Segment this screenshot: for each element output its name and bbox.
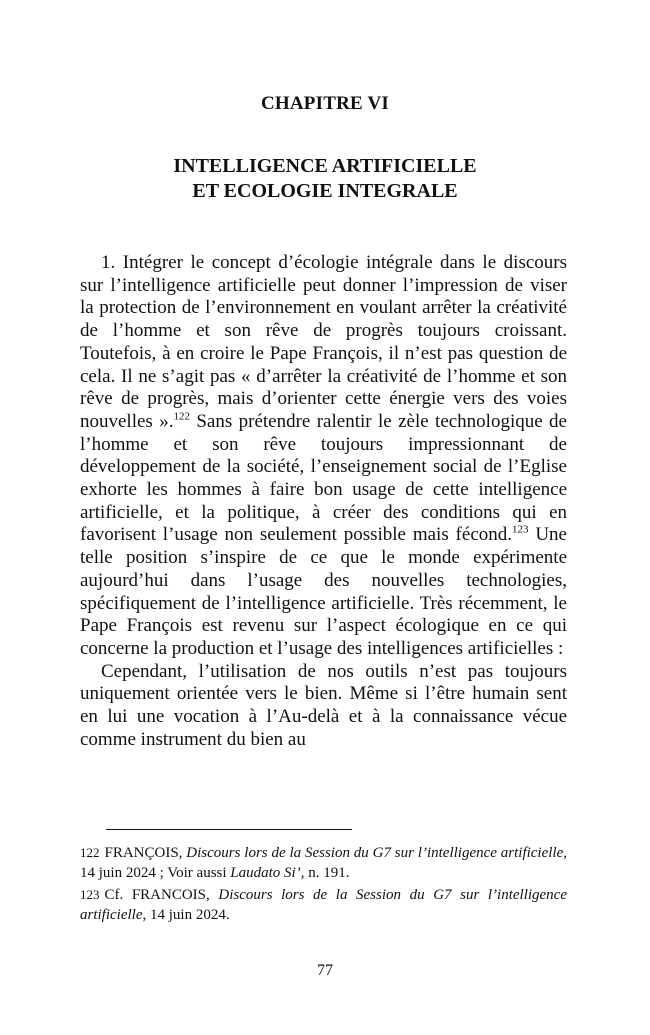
page-number: 77 [317, 962, 333, 979]
footnote-title-2: Laudato Si’ [230, 865, 301, 881]
chapter-title-line-1: INTELLIGENCE ARTIFICIELLE [173, 155, 477, 177]
footnote-title: Discours lors de la Session du G7 sur l’intelligence artificielle [186, 845, 564, 861]
footnote-author: FRANÇOIS, [104, 845, 187, 861]
footnote-ref-123[interactable]: 123 [512, 524, 529, 537]
footnote-123 [80, 885, 567, 925]
footnote-title: Discours lors de la Session du G7 sur l’intelligence artificielle [80, 887, 567, 923]
footnote-text: , 14 juin 2024 ; Voir aussi [80, 845, 567, 881]
chapter-heading: CHAPITRE VI [260, 93, 389, 114]
footnote-separator [106, 829, 352, 830]
footnote-number: 122 [80, 845, 100, 860]
footnote-ref-122[interactable]: 122 [173, 410, 190, 423]
paragraph-2: Cependant, l’utilisation de nos outils n’est pas toujours uniquement orientée vers le bien. Même si l’être humain sent en lui une vocation à l’Au-delà et à la connaissance vécue comme instrument du bien au [80, 660, 567, 750]
chapter-title-line-2: ET ECOLOGIE INTEGRALE [192, 180, 458, 202]
footnotes [80, 843, 567, 927]
footnote-number: 123 [80, 887, 100, 902]
footnote-text-end: , 14 juin 2024. [142, 907, 230, 923]
chapter-title [0, 154, 650, 204]
body-text [80, 252, 567, 751]
paragraph-1-part-a: 1. Intégrer le concept d’écologie intégrale dans le discours sur l’intelligence artificielle peut donner l’impression de viser la protection de l’environnement en voulant arrêter la créativité de l’homme et son rêve de progrès toujours croissant. Toutefois, à en croire le Pape François, il n’est pas question de cela. Il ne s’agit pas « d’arrêter la créativité de l’homme et son rêve de progrès, mais d’orienter cette énergie vers des voies nouvelles ». [80, 252, 567, 432]
paragraph-1-part-c: Une telle position s’inspire de ce que le monde expérimente aujourd’hui dans l’usage des nouvelles technologies, spécifiquement de l’intelligence artificielle. Très récemment, le Pape François est revenu sur l’aspect écologique en ce qui concerne la production et l’usage des intelligences artificielles : [80, 524, 567, 659]
paragraph-1 [80, 252, 567, 661]
footnote-author: Cf. FRANCOIS, [104, 887, 219, 903]
footnote-text-end: , n. 191. [300, 865, 350, 881]
footnote-122 [80, 843, 567, 883]
paragraph-1-part-b: Sans prétendre ralentir le zèle technologique de l’homme et son rêve toujours impressionnant de développement de la société, l’enseignement social de l’Eglise exhorte les hommes à faire bon usage de cette intelligence artificielle, et la politique, à créer des conditions qui en favorisent l’usage non seulement possible mais fécond. [80, 410, 567, 546]
